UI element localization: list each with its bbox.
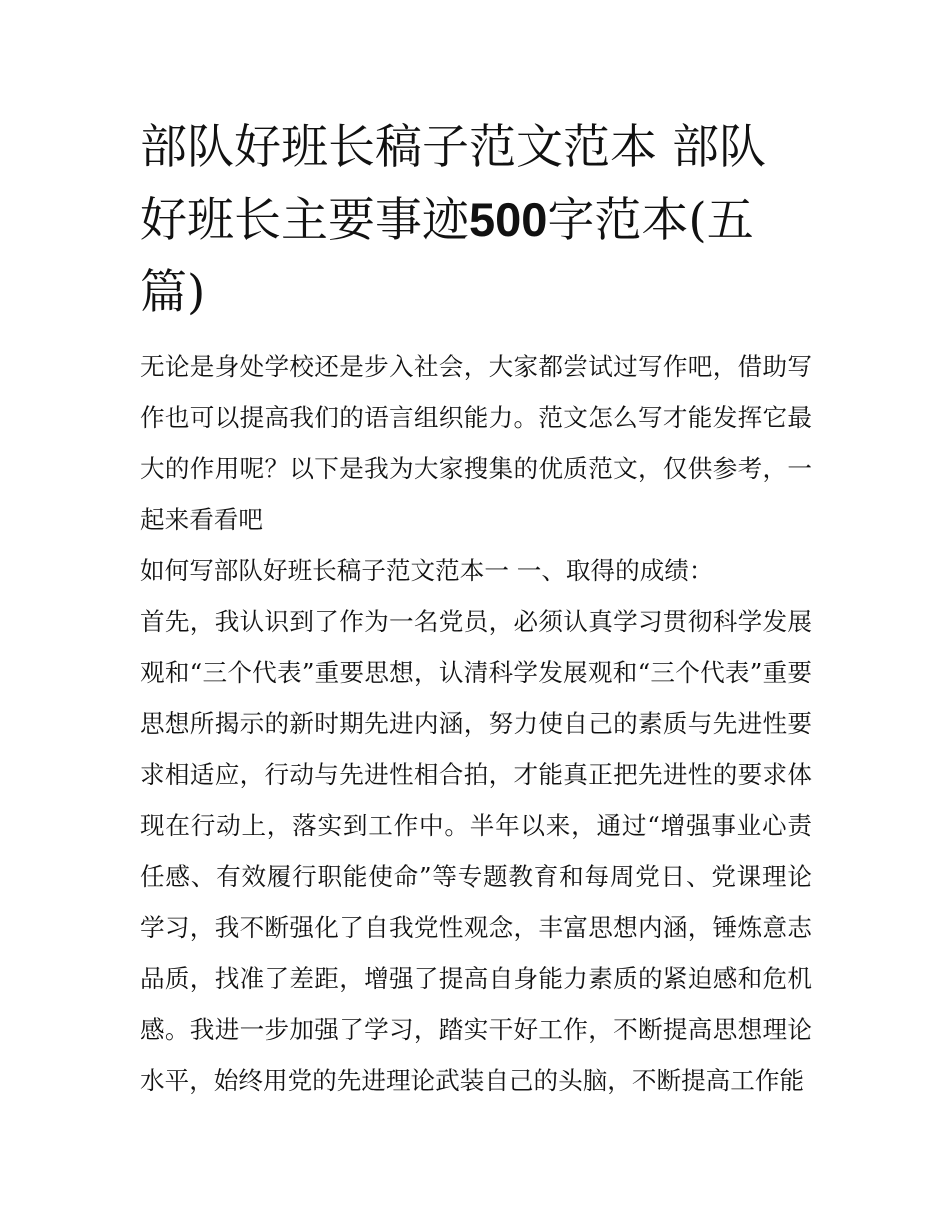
body-paragraph: 首先，我认识到了作为一名党员，必须认真学习贯彻科学发展观和“三个代表”重要思想，认清科学发展观和“三个代表”重要思想所揭示的新时期先进内涵，努力使自己的素质与先进性要求相适应，行动与先进性相合拍，才能真正把先进性的要求体现在行动上，落实到工作中。半年以来，通过“增强事业心责任感、有效履行职能使命”等专题教育和每周党日、党课理论学习，我不断强化了自我党性观念，丰富思想内涵，锤炼意志品质，找准了差距，增强了提高自身能力素质的紧迫感和危机感。我进一步加强了学习，踏实干好工作，不断提高思想理论水平，始终用党的先进理论武装自己的头脑，不断提高工作能 bbox=[140, 607, 812, 1095]
intro-paragraph: 无论是身处学校还是步入社会，大家都尝试过写作吧，借助写作也可以提高我们的语言组织能力。范文怎么写才能发挥它最大的作用呢？以下是我为大家搜集的优质范文，仅供参考，一起来看看吧 bbox=[140, 352, 812, 534]
document-title bbox=[140, 112, 812, 329]
section-heading-paragraph: 如何写部队好班长稿子范文范本一 一、取得的成绩： bbox=[140, 556, 714, 585]
title-number: 500 bbox=[469, 193, 548, 246]
title-text-part1: 部队好班长稿子范文范本 部队好班长主要事迹 bbox=[140, 120, 766, 248]
document-body bbox=[140, 112, 812, 1106]
title-text-part2: 字范本(五篇) bbox=[140, 193, 754, 320]
